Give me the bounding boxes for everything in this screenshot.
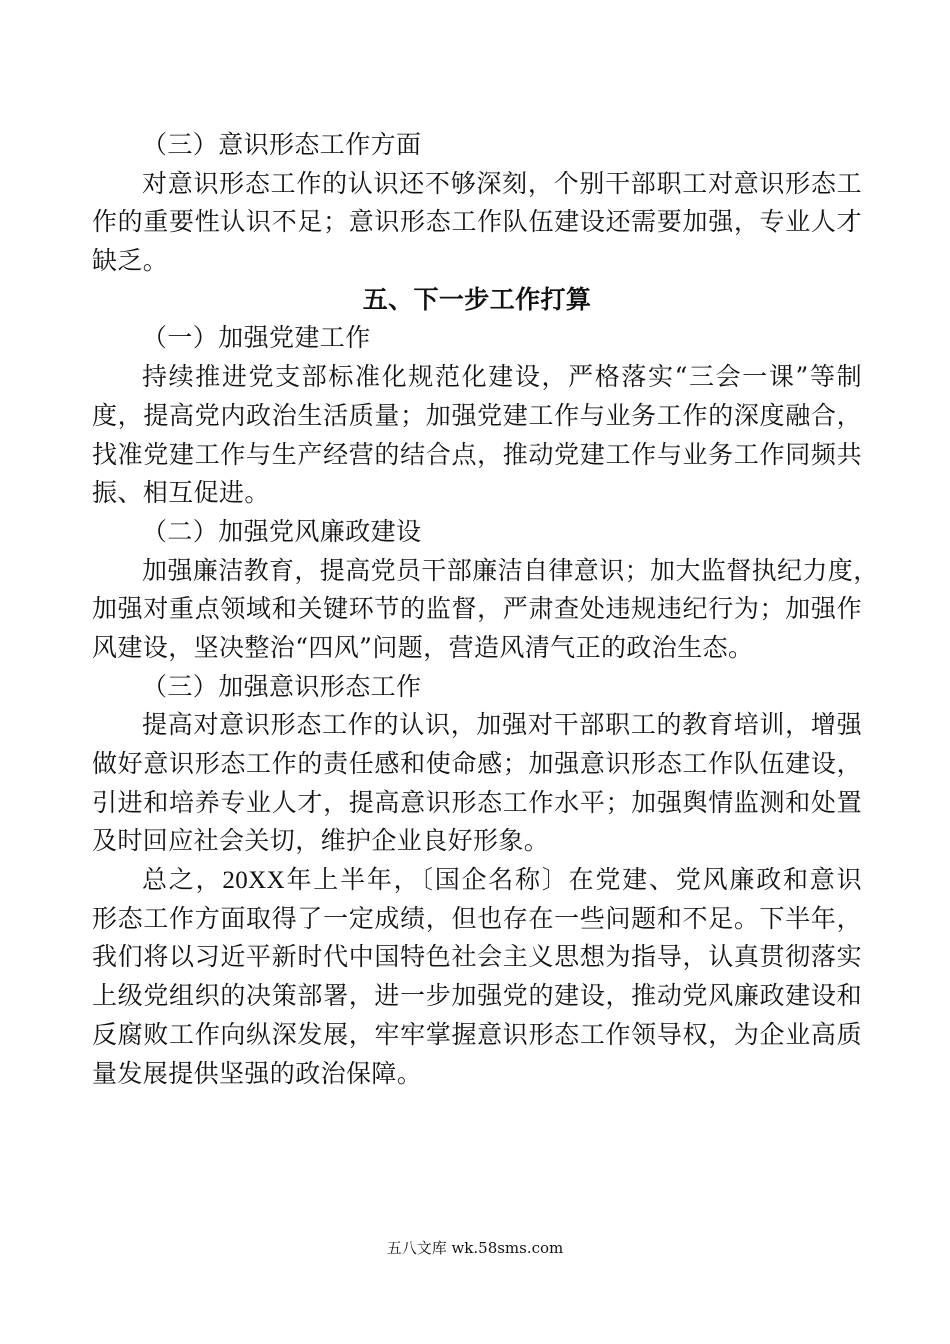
paragraph-line: 量发展提供坚强的政治保障。: [92, 1058, 423, 1088]
paragraph-line: 度，提高党内政治生活质量；加强党建工作与业务工作的深度融合，: [92, 400, 862, 430]
summary-first-line: [92, 861, 862, 900]
subheading-ideology-work: （三）加强意识形态工作: [142, 671, 422, 701]
paragraph-line: 缺乏。: [92, 246, 169, 276]
paragraph-line: 作的重要性认识不足；意识形态工作队伍建设还需要加强，专业人才: [92, 207, 862, 237]
paragraph-line: 我们将以习近平新时代中国特色社会主义思想为指导，认真贯彻落实: [92, 942, 862, 972]
paragraph-line: 加强对重点领域和关键环节的监督，严肃查处违规违纪行为；加强作: [92, 594, 862, 624]
paragraph-line: 上级党组织的决策部署，进一步加强党的建设，推动党风廉政建设和: [92, 981, 862, 1011]
document-body: [92, 126, 879, 1093]
paragraph-line: 及时回应社会关切，维护企业良好形象。: [92, 826, 550, 856]
paragraph-line: 加强廉洁教育，提高党员干部廉洁自律意识；加大监督执纪力度，: [142, 555, 879, 585]
section-title-next-steps: 五、下一步工作打算: [362, 284, 592, 314]
subheading-integrity: （二）加强党风廉政建设: [142, 516, 422, 546]
paragraph-line: 提高对意识形态工作的认识，加强对干部职工的教育培训，增强: [142, 710, 862, 740]
subheading-party-building: （一）加强党建工作: [142, 323, 371, 353]
paragraph-line: 找准党建工作与生产经营的结合点，推动党建工作与业务工作同频共: [92, 439, 862, 469]
paragraph-line: 风建设，坚决整治“四风”问题，营造风清气正的政治生态。: [92, 632, 754, 662]
paragraph-line: 持续推进党支部标准化规范化建设，严格落实“三会一课”等制: [142, 362, 862, 392]
paragraph-line: 振、相互促进。: [92, 478, 270, 508]
summary-year: 20XX: [222, 867, 286, 895]
paragraph-line: 形态工作方面取得了一定成绩，但也存在一些问题和不足。下半年，: [92, 903, 862, 933]
paragraph-line: 对意识形态工作的认识还不够深刻，个别干部职工对意识形态工: [142, 168, 862, 198]
subheading-ideology-issues: （三）意识形态工作方面: [142, 130, 422, 159]
summary-prefix: 总之，: [142, 865, 223, 895]
paragraph-line: 做好意识形态工作的责任感和使命感；加强意识形态工作队伍建设，: [92, 749, 862, 778]
paragraph-line: 引进和培养专业人才，提高意识形态工作水平；加强舆情监测和处置: [92, 787, 862, 817]
summary-suffix: 年上半年，〔国企名称〕在党建、党风廉政和意识: [285, 865, 862, 895]
footer-watermark: 五八文库 wk.58sms.com: [386, 1239, 564, 1257]
paragraph-line: 反腐败工作向纵深发展，牢牢掌握意识形态工作领导权，为企业高质: [92, 1019, 862, 1049]
